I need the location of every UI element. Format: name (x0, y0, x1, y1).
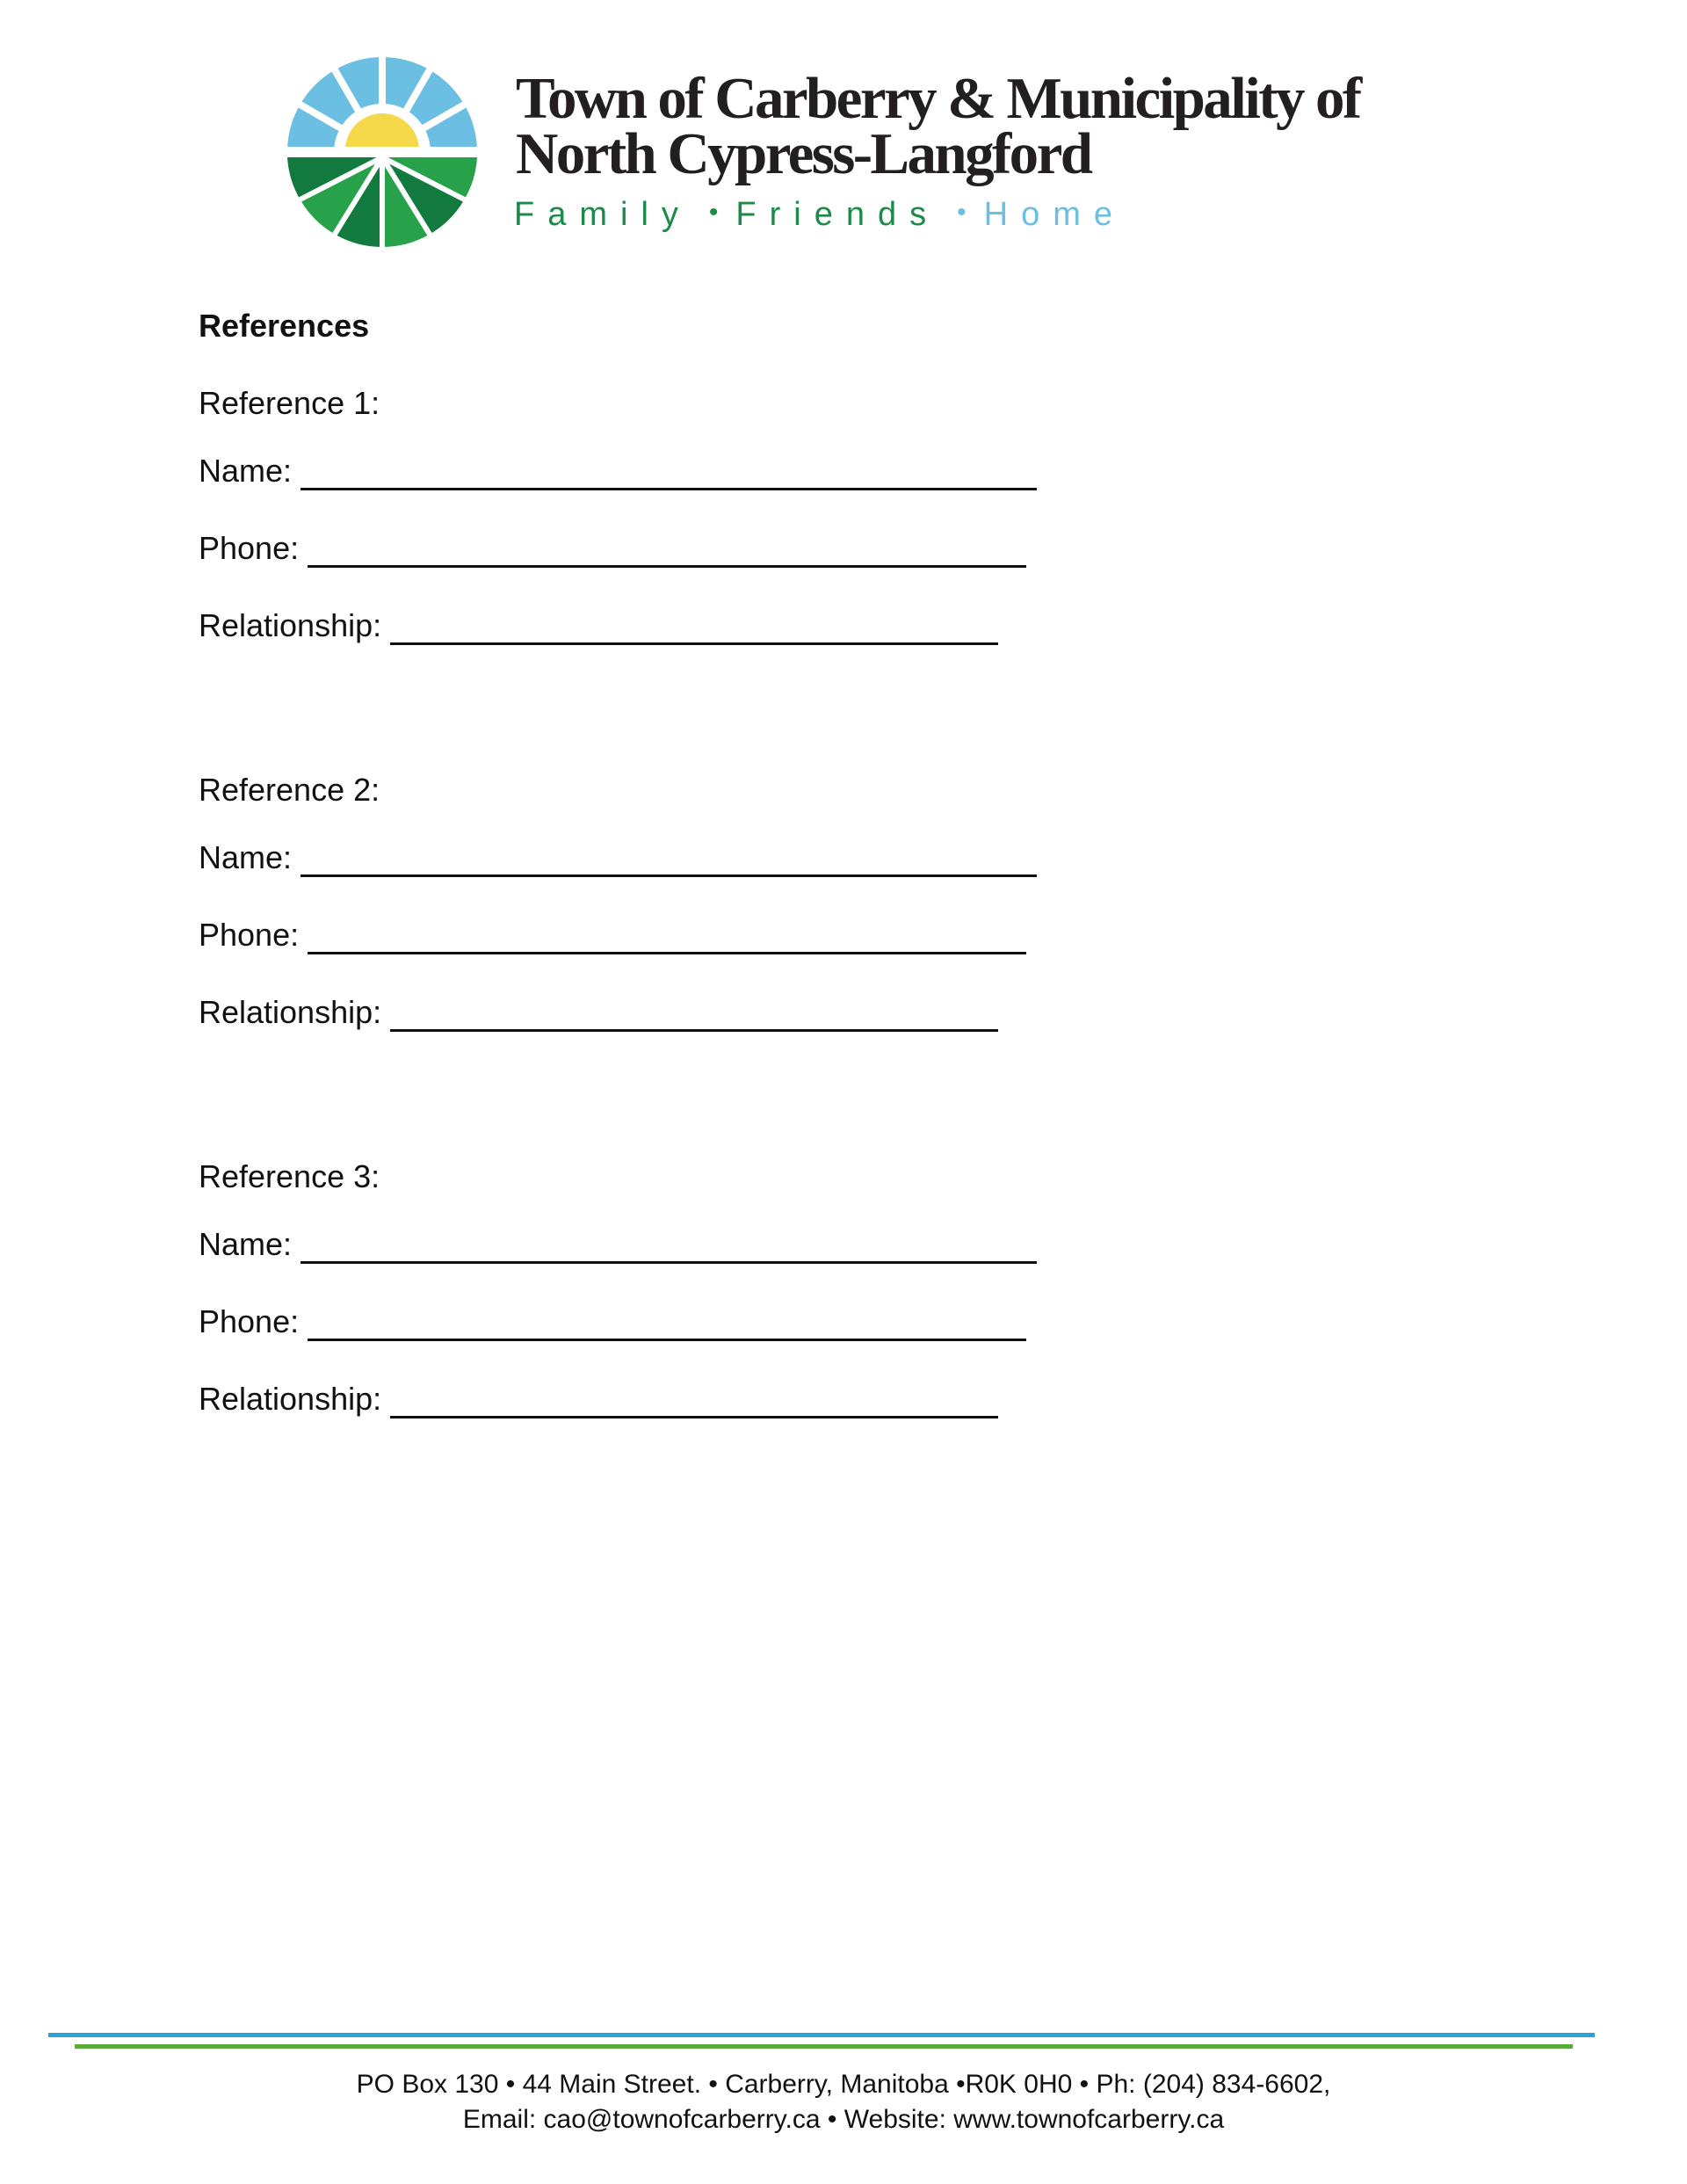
relationship-blank-line[interactable] (390, 996, 998, 1032)
name-label: Name: (199, 839, 293, 875)
reference-heading: Reference 1: (199, 385, 380, 421)
name-blank-line[interactable] (300, 1228, 1037, 1264)
phone-label: Phone: (199, 530, 300, 566)
name-blank-line[interactable] (300, 841, 1037, 877)
name-field (199, 1220, 1037, 1264)
organization-name (516, 66, 1360, 186)
phone-field (199, 911, 1026, 954)
tagline-family: Family (514, 196, 691, 233)
phone-blank-line[interactable] (308, 532, 1026, 568)
phone-field (199, 1297, 1026, 1341)
tagline-separator: • (708, 198, 719, 227)
relationship-label: Relationship: (199, 607, 382, 643)
section-title: References (199, 308, 370, 344)
tagline-home: Home (983, 196, 1126, 233)
footer-rule-blue (48, 2033, 1595, 2037)
phone-field (199, 524, 1026, 568)
footer-contact: Email: cao@townofcarberry.ca • Website: www.townofcarberry.ca (462, 2105, 1225, 2134)
reference-block (199, 385, 1253, 719)
name-field (199, 833, 1037, 877)
relationship-field (199, 601, 998, 645)
relationship-label: Relationship: (199, 994, 382, 1030)
tagline-separator: • (957, 198, 967, 227)
phone-blank-line[interactable] (308, 1305, 1026, 1341)
reference-heading: Reference 3: (199, 1158, 380, 1194)
reference-block (199, 772, 1253, 1106)
tagline-friends: Friends (735, 196, 940, 233)
reference-block (199, 1158, 1253, 1492)
footer-rule-green (75, 2044, 1573, 2049)
name-blank-line[interactable] (300, 454, 1037, 490)
town-logo-icon (286, 55, 479, 249)
relationship-blank-line[interactable] (390, 609, 998, 645)
relationship-field (199, 1375, 998, 1419)
footer-address: PO Box 130 • 44 Main Street. • Carberry, Manitoba •R0K 0H0 • Ph: (204) 834-6602, (356, 2070, 1331, 2099)
organization-name-line2: North Cypress-Langford (516, 121, 1091, 186)
relationship-field (199, 988, 998, 1032)
reference-heading: Reference 2: (199, 772, 380, 808)
organization-name-line1: Town of Carberry & Municipality of (516, 66, 1360, 131)
phone-blank-line[interactable] (308, 918, 1026, 954)
name-label: Name: (199, 453, 293, 489)
letterhead (286, 55, 1410, 258)
tagline (514, 196, 1126, 234)
name-field (199, 446, 1037, 490)
relationship-label: Relationship: (199, 1381, 382, 1417)
phone-label: Phone: (199, 1303, 300, 1339)
relationship-blank-line[interactable] (390, 1382, 998, 1419)
phone-label: Phone: (199, 917, 300, 953)
name-label: Name: (199, 1226, 293, 1262)
